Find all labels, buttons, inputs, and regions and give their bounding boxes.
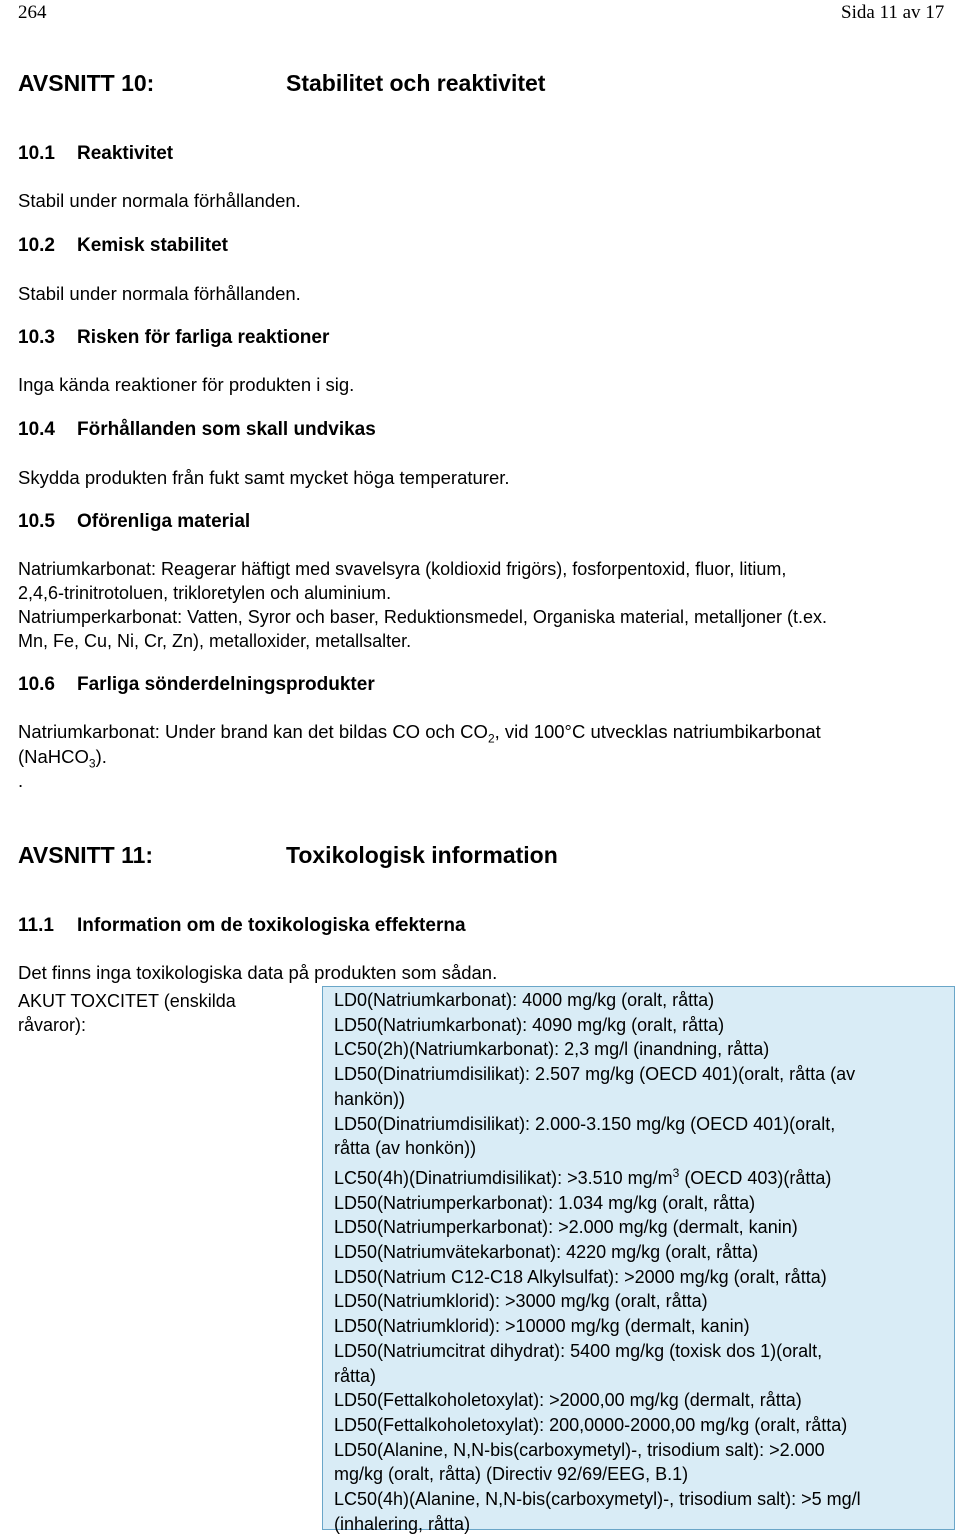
subsection-11-1-heading	[18, 915, 466, 937]
subsection-10-1-heading	[18, 143, 173, 165]
incompatible-line-2: 2,4,6-trinitrotoluen, trikloretylen och aluminium.	[18, 583, 392, 603]
subsection-number: 10.5	[18, 511, 55, 532]
subsection-10-2-text: Stabil under normala förhållanden.	[18, 283, 301, 304]
toxicity-line: LD0(Natriumkarbonat): 4000 mg/kg (oralt, råtta)	[334, 990, 715, 1010]
subsection-10-6-heading	[18, 674, 375, 696]
toxicity-line: LD50(Natriumperkarbonat): 1.034 mg/kg (oralt, råtta)	[334, 1192, 756, 1213]
subsection-number: 11.1	[18, 915, 54, 936]
decomposition-text-b: ).	[95, 746, 107, 767]
toxicity-line: LC50(2h)(Natriumkarbonat): 2,3 mg/l (inandning, råtta)	[334, 1039, 770, 1060]
acute-toxicity-label-line-1: AKUT TOXCITET (enskilda	[18, 991, 236, 1011]
subsection-number: 10.2	[18, 235, 55, 256]
subscript: 2	[487, 731, 495, 746]
subsection-10-1-text: Stabil under normala förhållanden.	[18, 190, 301, 211]
toxicity-line: LD50(Fettalkoholetoxylat): >2000,00 mg/kg (dermalt, råtta)	[334, 1390, 802, 1411]
incompatible-line-4: Mn, Fe, Cu, Ni, Cr, Zn), metalloxider, metallsalter.	[18, 631, 412, 651]
subsection-title: Oförenliga material	[77, 511, 251, 532]
toxicity-line: LD50(Alanine, N,N-bis(carboxymetyl)-, trisodium salt): >2.000	[334, 1439, 825, 1460]
incompatible-line-1: Natriumkarbonat: Reagerar häftigt med svavelsyra (koldioxid frigörs), fosforpentoxid, fluor, litium,	[18, 559, 787, 579]
toxicity-line: råtta)	[334, 1365, 377, 1386]
toxicity-line: LD50(Natriumvätekarbonat): 4220 mg/kg (oralt, råtta)	[334, 1242, 759, 1263]
toxicity-line: LD50(Natriumklorid): >3000 mg/kg (oralt, råtta)	[334, 1291, 708, 1312]
subsection-10-5-heading	[18, 511, 250, 533]
acute-toxicity-values	[334, 988, 861, 1536]
toxicity-line: LD50(Natriumklorid): >10000 mg/kg (dermalt, kanin)	[334, 1316, 750, 1337]
toxicity-line: LD50(Natriumcitrat dihydrat): 5400 mg/kg (toxisk dos 1)(oralt,	[334, 1340, 823, 1361]
decomposition-text-b: , vid 100°C utvecklas natriumbikarbonat	[494, 721, 821, 742]
subsection-10-2-heading	[18, 235, 228, 257]
decomposition-line-3: .	[18, 770, 24, 791]
toxicity-line: LD50(Natriumkarbonat): 4090 mg/kg (oralt, råtta)	[334, 1014, 725, 1035]
subsection-10-4-heading	[18, 419, 376, 441]
decomposition-text-a: Natriumkarbonat: Under brand kan det bildas CO och CO	[18, 721, 488, 742]
subsection-title: Reaktivitet	[77, 143, 174, 164]
subsection-number: 10.1	[18, 143, 55, 164]
incompatible-line-3: Natriumperkarbonat: Vatten, Syror och baser, Reduktionsmedel, Organiska material, metalljoner (t.ex.	[18, 607, 828, 627]
toxicity-line: LD50(Natrium C12-C18 Alkylsulfat): >2000 mg/kg (oralt, råtta)	[334, 1266, 827, 1287]
superscript: 3	[672, 1165, 680, 1180]
subsection-11-1-text: Det finns inga toxikologiska data på produkten som sådan.	[18, 962, 498, 983]
toxicity-line: hankön))	[334, 1088, 406, 1109]
page-info: Sida 11 av 17	[841, 2, 945, 23]
decomposition-text-a: (NaHCO	[18, 746, 89, 767]
toxicity-line: mg/kg (oralt, råtta) (Directiv 92/69/EEG, B.1)	[334, 1464, 689, 1485]
toxicity-line: LC50(4h)(Alanine, N,N-bis(carboxymetyl)-, trisodium salt): >5 mg/l	[334, 1489, 861, 1510]
subsection-title: Information om de toxikologiska effekterna	[77, 915, 466, 936]
subscript: 3	[88, 756, 96, 771]
subsection-title: Kemisk stabilitet	[77, 235, 228, 256]
subsection-10-4-text: Skydda produkten från fukt samt mycket höga temperaturer.	[18, 467, 510, 488]
decomposition-line-2	[18, 746, 107, 771]
decomposition-line-1	[18, 721, 821, 746]
section-10-label: AVSNITT 10:	[18, 70, 155, 96]
subsection-title: Farliga sönderdelningsprodukter	[77, 674, 375, 695]
toxicity-line-lc50-dinatrium	[334, 1161, 861, 1191]
toxicity-line: (inhalering, råtta)	[334, 1513, 471, 1534]
section-10-title: Stabilitet och reaktivitet	[286, 70, 546, 96]
toxicity-line: LD50(Dinatriumdisilikat): 2.507 mg/kg (OECD 401)(oralt, råtta (av	[334, 1064, 856, 1085]
lc50-text-b: (OECD 403)(råtta)	[679, 1167, 832, 1188]
toxicity-line: LD50(Fettalkoholetoxylat): 200,0000-2000,00 mg/kg (oralt, råtta)	[334, 1414, 848, 1435]
subsection-number: 10.6	[18, 674, 55, 695]
page-number: 264	[18, 2, 47, 23]
toxicity-line: råtta (av honkön))	[334, 1138, 477, 1159]
subsection-number: 10.3	[18, 327, 55, 348]
subsection-10-3-heading	[18, 327, 329, 349]
acute-toxicity-label-line-2: råvaror):	[18, 1015, 87, 1035]
acute-toxicity-label	[18, 989, 236, 1037]
toxicity-line: LD50(Dinatriumdisilikat): 2.000-3.150 mg/kg (OECD 401)(oralt,	[334, 1113, 836, 1134]
subsection-title: Risken för farliga reaktioner	[77, 327, 330, 348]
subsection-title: Förhållanden som skall undvikas	[77, 419, 376, 440]
subsection-number: 10.4	[18, 419, 55, 440]
toxicity-line: LD50(Natriumperkarbonat): >2.000 mg/kg (dermalt, kanin)	[334, 1217, 798, 1238]
lc50-text-a: LC50(4h)(Dinatriumdisilikat): >3.510 mg/m	[334, 1167, 673, 1188]
section-11-title: Toxikologisk information	[286, 842, 558, 868]
section-11-label: AVSNITT 11:	[18, 842, 154, 868]
subsection-10-3-text: Inga kända reaktioner för produkten i sig.	[18, 374, 355, 395]
